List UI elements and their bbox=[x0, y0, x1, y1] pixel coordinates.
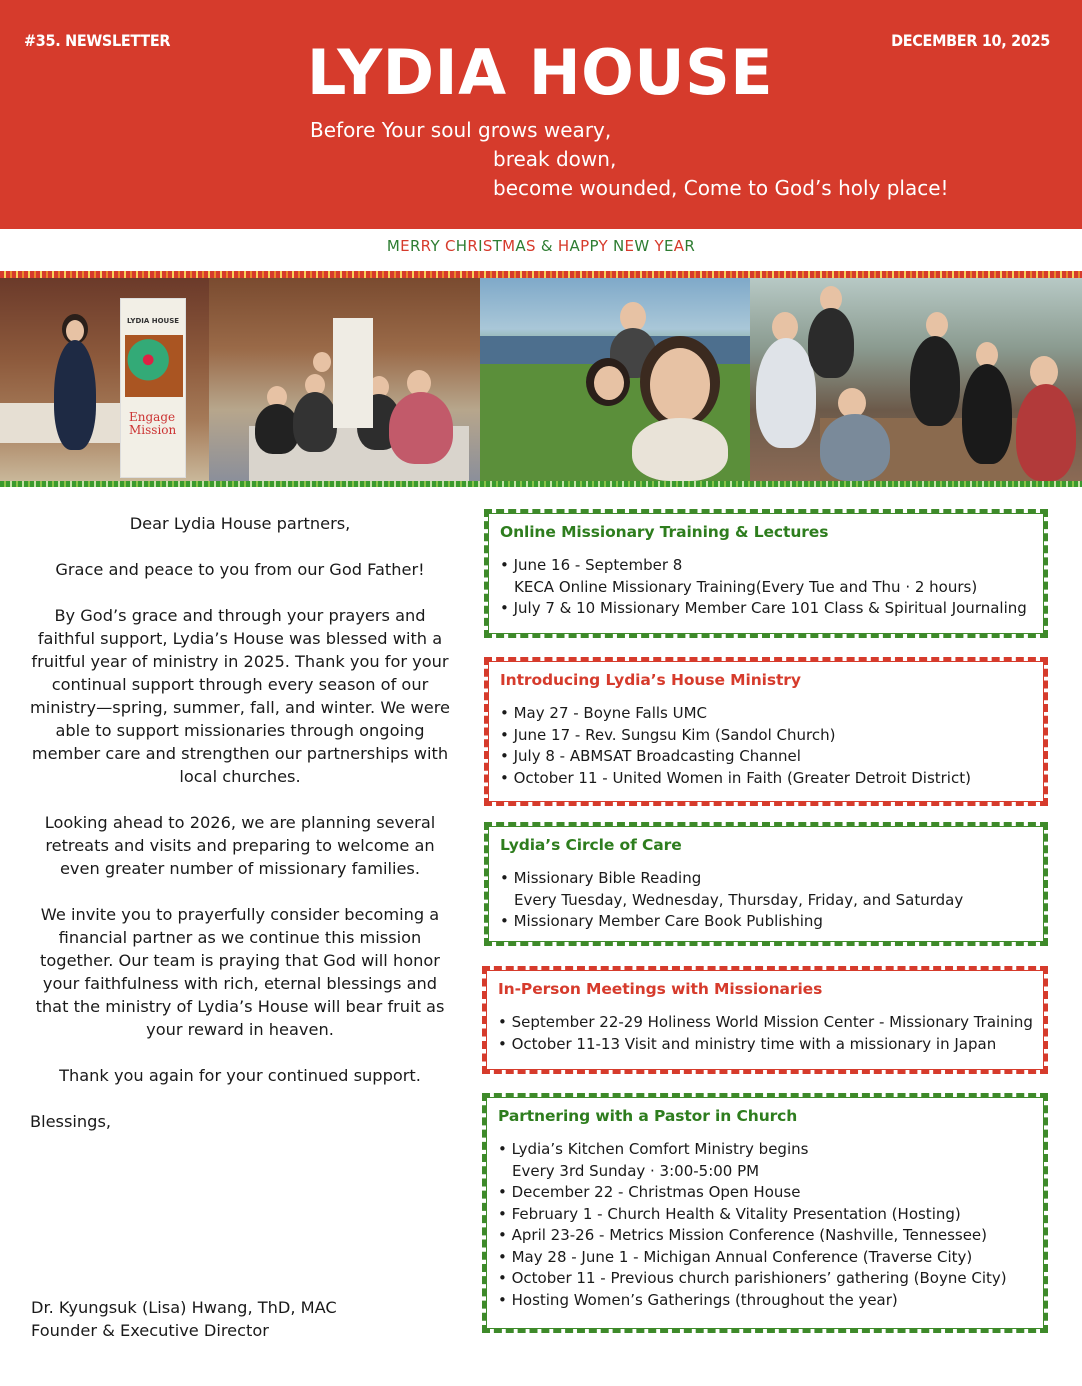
issue-date: DECEMBER 10, 2025 bbox=[891, 31, 1050, 50]
person-body bbox=[632, 418, 728, 481]
list-item: • Missionary Member Care Book Publishing bbox=[500, 912, 823, 930]
list-item: Every 3rd Sunday · 3:00-5:00 PM bbox=[512, 1161, 760, 1180]
list-item: • July 8 - ABMSAT Broadcasting Channel bbox=[500, 747, 801, 765]
letter-paragraph: Thank you again for your continued support. bbox=[59, 1066, 421, 1085]
section-title: Introducing Lydia’s House Ministry bbox=[500, 671, 801, 689]
newsletter-title-text: LYDIA HOUSE bbox=[306, 36, 774, 109]
section-title: In-Person Meetings with Missionaries bbox=[498, 980, 823, 998]
list-item: • June 16 - September 8 bbox=[500, 556, 683, 574]
tagline-line-2: break down, bbox=[493, 147, 617, 171]
section-list bbox=[500, 703, 1032, 789]
tagline bbox=[310, 116, 949, 203]
person-body bbox=[820, 414, 890, 481]
list-item: • September 22-29 Holiness World Mission Center - Missionary Training bbox=[498, 1013, 1033, 1031]
section-title: Partnering with a Pastor in Church bbox=[498, 1107, 798, 1125]
person-body bbox=[962, 364, 1012, 464]
section-partnering-pastor bbox=[482, 1093, 1048, 1333]
list-item: • May 28 - June 1 - Michigan Annual Conference (Traverse City) bbox=[498, 1247, 973, 1266]
section-title: Lydia’s Circle of Care bbox=[500, 836, 682, 854]
section-list bbox=[498, 1139, 1032, 1311]
section-in-person-meetings bbox=[482, 966, 1048, 1074]
letter-body bbox=[30, 512, 450, 1156]
person-face bbox=[66, 320, 84, 342]
issue-number: #35. NEWSLETTER bbox=[24, 31, 171, 50]
decorative-border-top bbox=[0, 271, 1082, 278]
person-face bbox=[650, 348, 710, 422]
person-body bbox=[808, 308, 854, 378]
section-online-training bbox=[484, 509, 1048, 638]
person-face bbox=[313, 352, 331, 372]
newsletter-title bbox=[0, 36, 1082, 109]
person-body bbox=[1016, 384, 1076, 481]
photo-ministry-booth bbox=[0, 278, 209, 481]
list-item: KECA Online Missionary Training(Every Tue and Thu · 2 hours) bbox=[514, 577, 978, 596]
list-item: • Hosting Women’s Gatherings (throughout the year) bbox=[498, 1290, 898, 1309]
list-item: • June 17 - Rev. Sungsu Kim (Sandol Church) bbox=[500, 725, 836, 744]
letter-paragraph: Grace and peace to you from our God Father! bbox=[55, 560, 425, 579]
photo-strip bbox=[0, 271, 1082, 489]
letter-closing: Blessings, bbox=[30, 1112, 112, 1131]
photo-kitchen-fellowship bbox=[750, 278, 1082, 481]
banner-stand bbox=[333, 318, 373, 428]
person-body bbox=[293, 392, 337, 452]
person-body bbox=[54, 340, 96, 450]
letter-salutation: Dear Lydia House partners, bbox=[129, 514, 351, 533]
person-body bbox=[389, 392, 453, 464]
list-item: • October 11 - Previous church parishioners’ gathering (Boyne City) bbox=[498, 1269, 1007, 1287]
list-item: • October 11 - United Women in Faith (Greater Detroit District) bbox=[500, 768, 971, 787]
banner-image bbox=[125, 335, 183, 397]
section-list bbox=[498, 1012, 1032, 1055]
letter-paragraph: By God’s grace and through your prayers and faithful support, Lydia’s House was blessed with a fruitful year of ministry in 2025. Thank you for your continual support through every season of our ministry—spring, summer, fall, and winter. We were able to support missionaries through ongoing member care and strengthen our partnerships with local churches. bbox=[30, 606, 450, 786]
banner-title: LYDIA HOUSE bbox=[127, 317, 180, 325]
person-face bbox=[926, 312, 948, 338]
person-face bbox=[594, 366, 624, 400]
signature-name: Dr. Kyungsuk (Lisa) Hwang, ThD, MAC bbox=[31, 1298, 337, 1317]
letter-paragraph: We invite you to prayerfully consider becoming a financial partner as we continue this mission together. Our team is praying that God will honor your faithfulness with rich, eternal blessings and that the ministry of Lydia’s House will bear fruit as your reward in heaven. bbox=[35, 905, 445, 1039]
list-item: • Missionary Bible Reading bbox=[500, 869, 702, 887]
list-item: • December 22 - Christmas Open House bbox=[498, 1183, 801, 1201]
person-body bbox=[910, 336, 960, 426]
list-item: • April 23-26 - Metrics Mission Conference (Nashville, Tennessee) bbox=[498, 1226, 988, 1244]
list-item: • October 11-13 Visit and ministry time with a missionary in Japan bbox=[498, 1034, 997, 1053]
newsletter-header bbox=[0, 0, 1082, 229]
list-item: • February 1 - Church Health & Vitality Presentation (Hosting) bbox=[498, 1204, 961, 1223]
list-item: Every Tuesday, Wednesday, Thursday, Friday, and Saturday bbox=[514, 890, 964, 909]
decorative-border-bottom bbox=[0, 481, 1082, 487]
list-item: • May 27 - Boyne Falls UMC bbox=[500, 704, 708, 722]
lydia-house-banner bbox=[120, 298, 186, 478]
tagline-line-1: Before Your soul grows weary, bbox=[310, 118, 612, 142]
list-item: • Lydia’s Kitchen Comfort Ministry begins bbox=[498, 1140, 809, 1158]
section-circle-of-care bbox=[484, 822, 1048, 946]
section-title: Online Missionary Training & Lectures bbox=[500, 523, 829, 541]
photo-church-meeting bbox=[209, 278, 480, 481]
section-introducing-ministry bbox=[484, 657, 1048, 806]
letter-paragraph: Looking ahead to 2026, we are planning several retreats and visits and preparing to welcome an even greater number of missionary families. bbox=[44, 813, 436, 878]
signature-title: Founder & Executive Director bbox=[31, 1321, 269, 1340]
signature-block bbox=[31, 1296, 337, 1342]
list-item: • July 7 & 10 Missionary Member Care 101 Class & Spiritual Journaling bbox=[500, 599, 1027, 617]
banner-text: Engage Mission bbox=[129, 410, 177, 437]
tagline-line-3: become wounded, Come to God’s holy place! bbox=[493, 176, 949, 200]
photo-outdoor-selfie bbox=[480, 278, 750, 481]
holiday-greeting: MERRY CHRISTMAS & HAPPY NEW YEAR bbox=[386, 237, 696, 255]
section-list bbox=[500, 555, 1032, 620]
person-body bbox=[756, 338, 816, 448]
section-list bbox=[500, 868, 1032, 933]
